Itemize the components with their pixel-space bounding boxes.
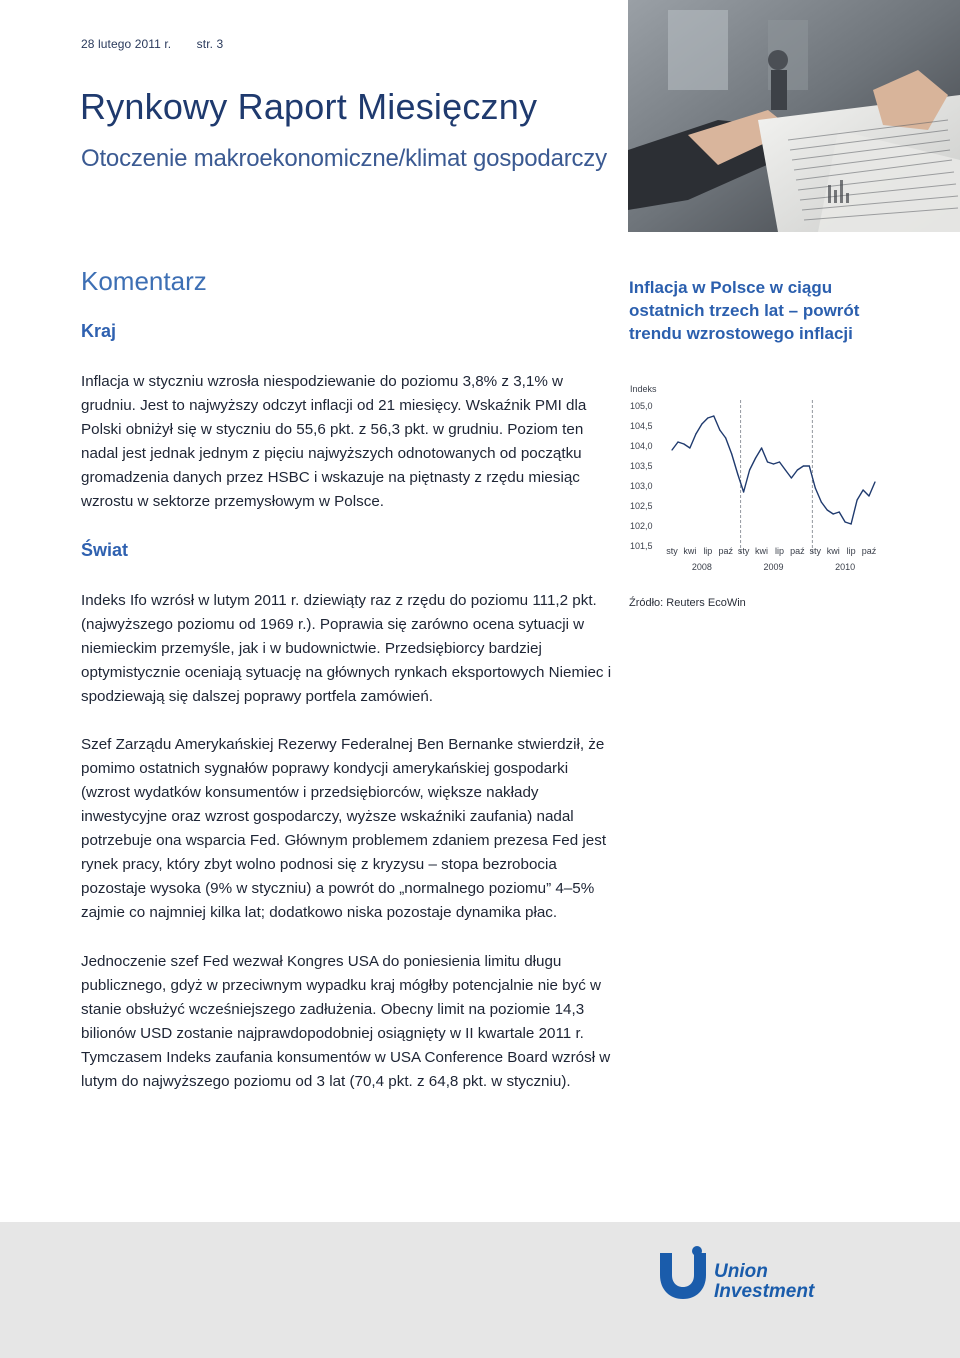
chart-x-tick-label: paź [861, 546, 877, 556]
chart-x-tick-label: sty [666, 546, 678, 556]
page-number: str. 3 [196, 37, 224, 51]
chart-y-tick-label: 104,0 [630, 441, 653, 451]
chart-y-tick-label: 105,0 [630, 401, 653, 411]
report-title: Rynkowy Raport Miesięczny [80, 86, 538, 127]
chart-data-point [755, 457, 756, 458]
chart-data-point [719, 429, 720, 430]
chart-data-point [761, 447, 762, 448]
chart-y-tick-label: 101,5 [630, 541, 653, 551]
report-date: 28 lutego 2011 r. [81, 37, 172, 51]
chart-data-point [779, 461, 780, 462]
chart-data-point [731, 453, 732, 454]
section-heading-komentarz: Komentarz [81, 266, 207, 296]
chart-data-point [677, 441, 678, 442]
chart-data-point [689, 447, 690, 448]
chart-data-point [767, 461, 768, 462]
paragraph-poland-inflation: Inflacja w styczniu wzrosła niespodziewanie do poziomu 3,8% z 3,1% w grudniu. Jest to najwyższy odczyt inflacji od 21 miesięcy. Wskaźnik PMI dla Polski obniżył się w styczniu do 55,6 pkt. z 56,3 pkt. w grudniu. Poziom ten nadal jest jednak jednym z pięciu najwyższych odnotowanych od początku gromadzenia danych przez HSBC i wskazuje na piętnasty z rzędu miesiąc wzrostu w sektorze przemysłowym w Polsce. [81, 373, 587, 510]
chart-data-point [737, 473, 738, 474]
chart-x-tick-label: sty [809, 546, 822, 556]
chart-data-point [874, 481, 875, 482]
chart-data-point [683, 443, 684, 444]
chart-data-point [851, 523, 852, 524]
chart-y-axis-label: Indeks [630, 384, 657, 394]
chart-data-point [785, 469, 786, 470]
chart-data-point [856, 499, 857, 500]
chart-data-point [695, 433, 696, 434]
chart-data-point [821, 501, 822, 502]
chart-x-tick-label: kwi [826, 546, 840, 556]
chart-x-tick-label: kwi [683, 546, 697, 556]
chart-source: Źródło: Reuters EcoWin [629, 597, 746, 609]
chart-x-tick-label: kwi [755, 546, 769, 556]
union-logo-u-icon [660, 1253, 706, 1299]
union-logo-dot-icon [692, 1246, 702, 1256]
chart-y-tick-label: 104,5 [630, 421, 653, 431]
chart-x-tick-label: paź [790, 546, 805, 556]
chart-data-point [701, 423, 702, 424]
chart-data-point [743, 491, 744, 492]
paragraph-fed-bernanke: Szef Zarządu Amerykańskiej Rezerwy Federalnej Ben Bernanke stwierdził, że pomimo ostatnich sygnałów poprawy kondycji amerykańskiej gospodarki (wzrost wydatków konsumentów i przedsiębiorców, większe nakłady inwestycyjne oraz wzrost gospodarczy, wyższe wskaźniki zaufania) nadal potrzebuje ona wsparcia Fed. Głównym problemem zdaniem prezesa Fed jest rynek pracy, który zbyt wolno podnosi się z kryzysu – stopa bezrobocia pozostaje wysoka (9% w styczniu) a powrót do „normalnego poziomu” 4–5% zajmie co najmniej kilka lat; dodatkowo niska pozostaje dynamika płac. [81, 736, 607, 921]
chart-data-point [803, 465, 804, 466]
chart-y-tick-label: 102,5 [630, 501, 653, 511]
chart-year-label: 2008 [691, 562, 712, 572]
chart-year-label: 2009 [763, 562, 784, 572]
section-heading-kraj: Kraj [81, 321, 117, 341]
chart-data-point [827, 509, 828, 510]
chart-data-point [845, 521, 846, 522]
chart-x-tick-label: lip [774, 546, 784, 556]
chart-series-line [672, 416, 875, 524]
logo-word-union: Union [714, 1261, 768, 1282]
chart-data-point [809, 465, 810, 466]
inflation-chart [620, 380, 890, 580]
chart-data-point [725, 437, 726, 438]
paragraph-ifo-index: Indeks Ifo wzrósł w lutym 2011 r. dziewiąty raz z rzędu do poziomu 111,2 pkt. (najwyższego poziomu od 1969 r.). Poprawia się zarówno ocena sytuacji w niemieckim przemyśle, jak i w budownictwie. Przedsiębiorcy bardziej optymistycznie oceniają sytuację na głównych rynkach eksportowych Niemiec i spodziewają się dalszej poprawy portfela zamówień. [81, 592, 612, 705]
chart-x-tick-label: paź [718, 546, 733, 556]
page-meta [81, 37, 245, 51]
chart-y-tick-label: 103,0 [630, 481, 653, 491]
chart-y-tick-label: 103,5 [630, 461, 653, 471]
union-investment-logo [654, 1245, 844, 1305]
inflation-chart-svg [620, 380, 890, 580]
chart-data-point [749, 469, 750, 470]
chart-data-point [773, 463, 774, 464]
chart-x-tick-label: sty [737, 546, 750, 556]
chart-data-point [833, 513, 834, 514]
union-investment-logo-mark [654, 1245, 844, 1305]
chart-x-tick-label: lip [703, 546, 713, 556]
logo-word-investment: Investment [714, 1281, 815, 1302]
chart-data-point [862, 489, 863, 490]
chart-data-point [671, 449, 672, 450]
chart-data-point [815, 487, 816, 488]
chart-data-point [791, 477, 792, 478]
chart-data-point [868, 495, 869, 496]
chart-year-label: 2010 [835, 562, 856, 572]
header-photo [628, 0, 960, 232]
chart-data-point [839, 511, 840, 512]
chart-data-point [713, 415, 714, 416]
paragraph-us-debt-limit: Jednoczenie szef Fed wezwał Kongres USA do poniesienia limitu długu publicznego, gdyż w przeciwnym wypadku kraj mógłby potencjalnie nie być w stanie obsłużyć wcześniejszego zadłużenia. Obecny limit na poziomie 14,3 bilionów USD zostanie najprawdopodobniej osiągnięty w II kwartale 2011 r. Tymczasem Indeks zaufania konsumentów w USA Conference Board wzrósł w lutym do najwyższego poziomu od 3 lat (70,4 pkt. z 64,8 pkt. w styczniu). [81, 953, 611, 1090]
chart-data-point [707, 417, 708, 418]
chart-title: Inflacja w Polsce w ciągu ostatnich trzech lat – powrót trendu wzrostowego inflacji [629, 278, 860, 343]
chart-data-point [797, 469, 798, 470]
report-subtitle: Otoczenie makroekonomiczne/klimat gospodarczy [81, 145, 607, 172]
section-heading-swiat: Świat [81, 540, 129, 560]
chart-y-tick-label: 102,0 [630, 521, 653, 531]
chart-x-tick-label: lip [846, 546, 856, 556]
newspaper-photo-image [628, 0, 960, 232]
